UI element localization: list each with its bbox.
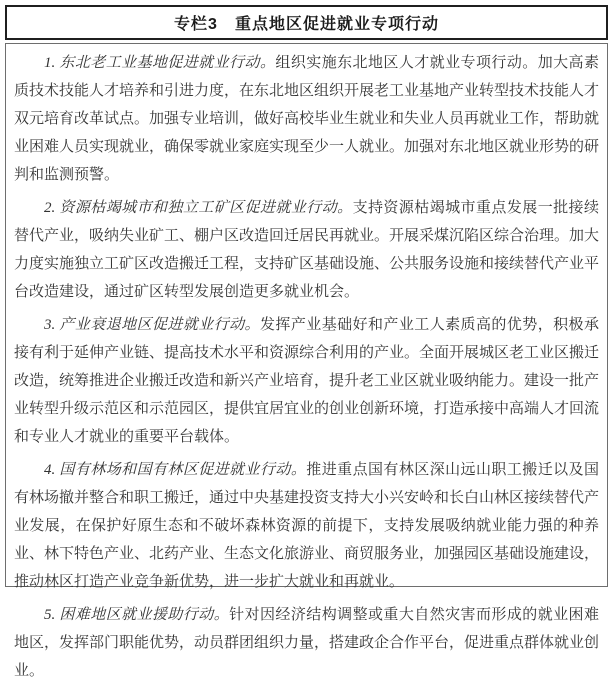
panel-title: 专栏3 重点地区促进就业专项行动 <box>174 16 439 33</box>
paragraph-3 <box>14 311 599 451</box>
paragraph-2 <box>14 194 599 306</box>
panel-body <box>5 43 608 679</box>
paragraph-1-text: 组织实施东北地区人才就业专项行动。加大高素质技术技能人才培养和引进力度，在东北地区组织开展老工业基地产业转型技术技能人才双元培育改革试点。加强专业培训，做好高校毕业生就业和失业人员再就业工作，帮助就业困难人员实现就业，确保零就业家庭实现至少一人就业。加强对东北地区就业形势的研判和监测预警。 <box>14 55 600 183</box>
paragraph-1 <box>14 49 599 189</box>
paragraph-2-text: 支持资源枯竭城市重点发展一批接续替代产业，吸纳失业矿工、棚户区改造回迁居民再就业。开展采煤沉陷区综合治理。加大力度实施独立工矿区改造搬迁工程，支持矿区基础设施、公共服务设施和接续替代产业平台改造建设，通过矿区转型发展创造更多就业机会。 <box>14 200 600 300</box>
paragraph-3-lead: 3. 产业衰退地区促进就业行动。 <box>44 317 260 333</box>
paragraph-5-text: 针对因经济结构调整或重大自然灾害而形成的就业困难地区，发挥部门职能优势，动员群团组织力量，搭建政企合作平台，促进重点群体就业创业。 <box>14 607 600 679</box>
paragraph-4-lead: 4. 国有林场和国有林区促进就业行动。 <box>44 462 307 478</box>
paragraph-5 <box>14 601 599 685</box>
paragraph-3-text: 发挥产业基础好和产业工人素质高的优势，积极承接有利于延伸产业链、提高技术水平和资源综合利用的产业。全面开展城区老工业区搬迁改造，统筹推进企业搬迁改造和新兴产业培育，提升老工业区就业吸纳能力。建设一批产业转型升级示范区和示范园区，提供宜居宜业的创业创新环境，打造承接中高端人才回流和专业人才就业的重要平台载体。 <box>14 317 600 445</box>
paragraph-2-lead: 2. 资源枯竭城市和独立工矿区促进就业行动。 <box>44 200 353 216</box>
paragraph-4-text: 推进重点国有林区深山远山职工搬迁以及国有林场撤并整合和职工搬迁，通过中央基建投资支持大小兴安岭和长白山林区接续替代产业发展，在保护好原生态和不破坏森林资源的前提下，支持发展吸纳就业能力强的种养业、林下特色产业、北药产业、生态文化旅游业、商贸服务业，加强园区基础设施建设，推动林区打造产业竞争新优势，进一步扩大就业和再就业。 <box>14 462 600 590</box>
paragraph-1-lead: 1. 东北老工业基地促进就业行动。 <box>44 55 276 71</box>
paragraph-4 <box>14 456 599 596</box>
paragraph-5-lead: 5. 困难地区就业援助行动。 <box>44 607 230 623</box>
panel-title-box <box>5 5 608 40</box>
